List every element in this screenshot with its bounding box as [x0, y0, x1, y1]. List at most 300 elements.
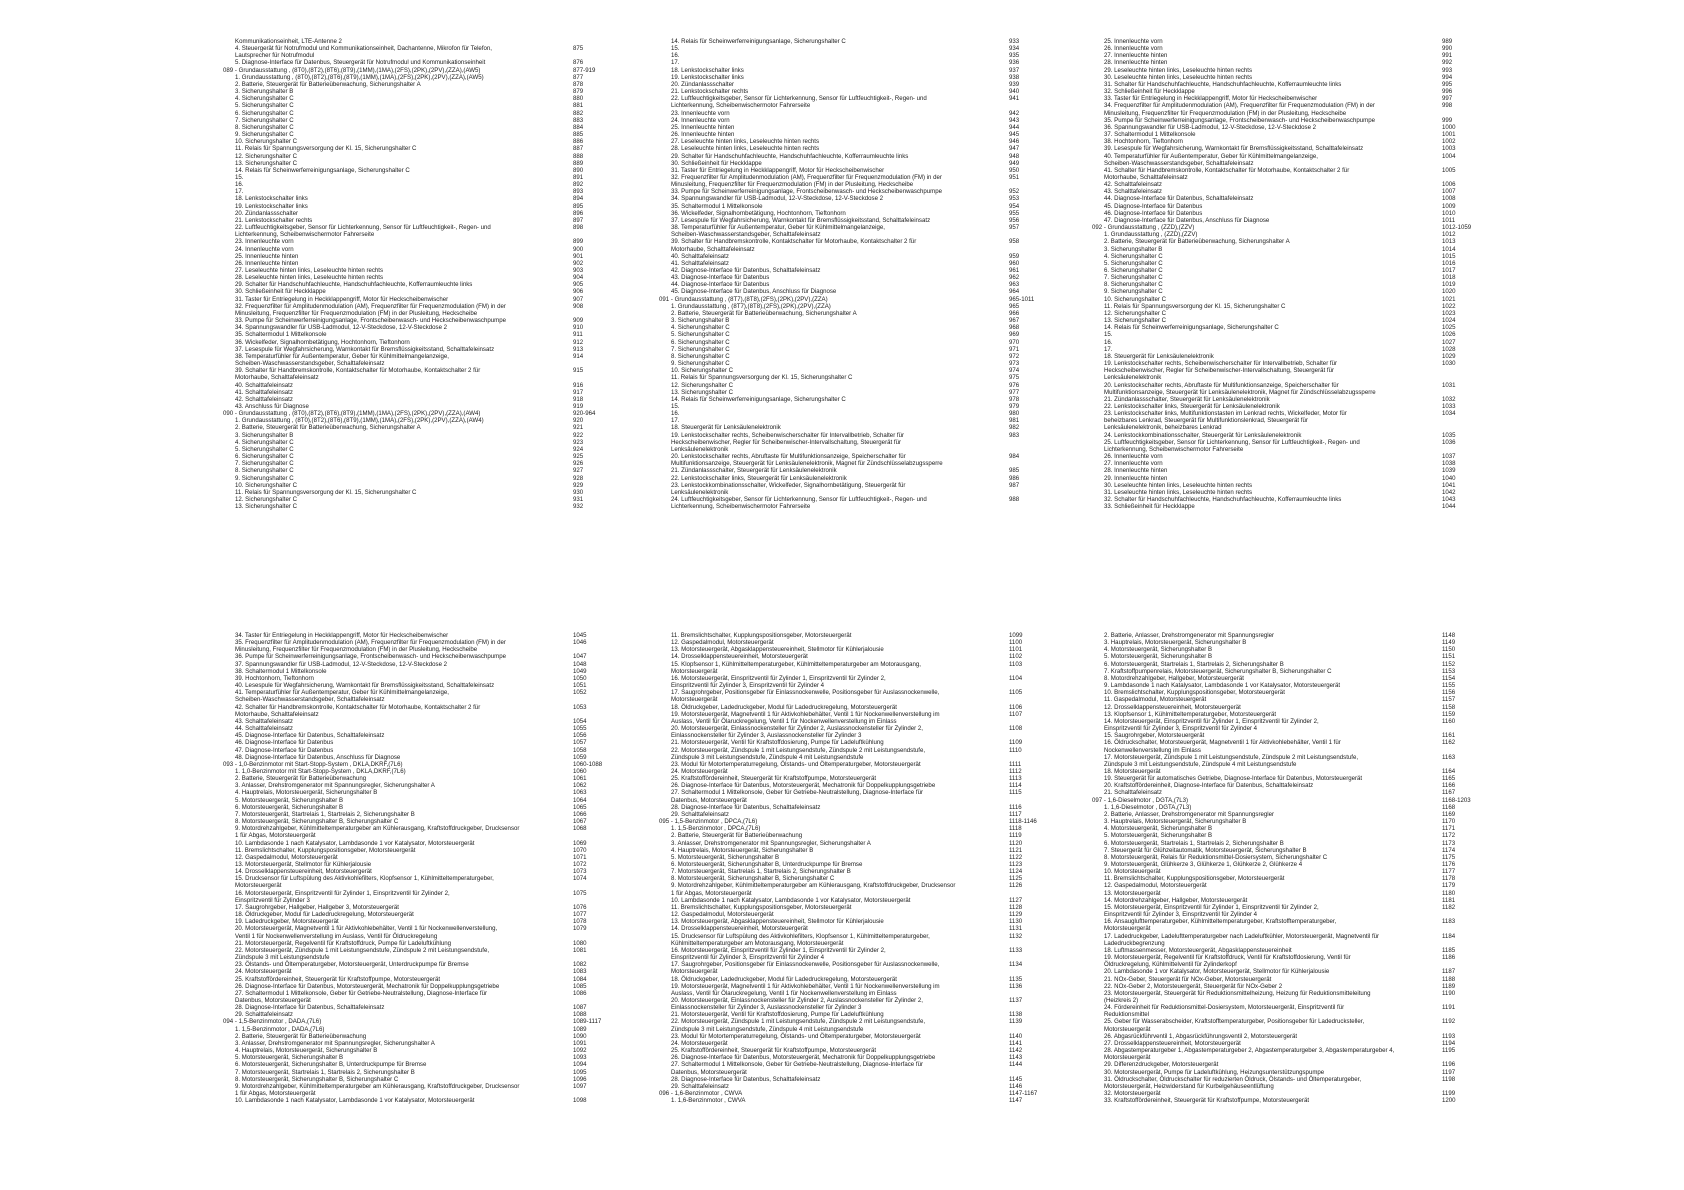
- index-entry: [671, 203, 1075, 210]
- entry-page-number: 1156: [1442, 689, 1456, 697]
- entry-page-number: 956: [1009, 216, 1020, 224]
- index-entry: [1104, 1018, 1508, 1032]
- entry-page-number: 1060-1088: [573, 760, 603, 768]
- entry-page-number: 1187: [1442, 968, 1456, 976]
- entry-title: 47. Diagnose-Interface für Datenbus: [235, 746, 334, 754]
- entry-title: 23. Innenleuchte vorn: [671, 109, 730, 117]
- entry-title: 1. Grundausstattung , (8T0),(8T2),(8T6),(8T9),(1MM),(1MA),(2FS),(2PK),(2PV),(ZZA),(AW4): [235, 417, 484, 425]
- entry-page-number: 1025: [1442, 324, 1456, 332]
- entry-page-number: 1096: [573, 1075, 587, 1083]
- entry-page-number: 914: [573, 352, 584, 360]
- index-entry: [235, 339, 639, 346]
- index-entry: [671, 761, 1075, 768]
- entry-title: 19. Motorsteuergerät, Regelventil für Kraftstoffdruck, Ventil für Kraftstoffdosierung, Ventil für Öldruckregelung, Kühlmittelventil für Zylinderkopf: [1104, 954, 1351, 969]
- entry-page-number: 916: [573, 381, 584, 389]
- index-entry: [1104, 739, 1508, 753]
- entry-title: 42. Diagnose-Interface für Datenbus, Schalttafeleinsatz: [671, 267, 821, 274]
- entry-title: 1. 1,6-Benzinmotor , CWVA: [671, 1097, 746, 1105]
- entry-page-number: 1143: [1009, 1054, 1023, 1062]
- entry-page-number: 1098: [573, 1097, 587, 1105]
- entry-title: 2. Batterie, Anlasser, Drehstromgenerator mit Spannungsregler: [1104, 632, 1275, 639]
- entry-page-number: 1152: [1442, 660, 1456, 668]
- index-entry: [235, 1069, 639, 1076]
- entry-page-number: 1108: [1009, 725, 1023, 733]
- index-entry: [671, 224, 1075, 238]
- entry-page-number: 1200: [1442, 1097, 1456, 1105]
- entry-title: 3. Anlasser, Drehstromgenerator mit Spannungsregler, Sicherungshalter A: [235, 782, 435, 790]
- entry-title: 35. Schaltermodul 1 Mittelkonsole: [671, 202, 763, 210]
- entry-title: 4. Sicherungshalter C: [235, 95, 294, 103]
- entry-page-number: 1184: [1442, 932, 1456, 940]
- entry-page-number: 908: [573, 302, 584, 310]
- entry-title: 4. Hauptrelais, Motorsteuergerät, Sicherungshalter B: [235, 789, 378, 797]
- entry-page-number: 1142: [1009, 1047, 1023, 1055]
- index-entry: [1104, 768, 1508, 775]
- entry-title: 43. Schalttafeleinsatz: [1104, 188, 1162, 196]
- entry-page-number: 1198: [1442, 1075, 1456, 1083]
- index-entry: [1104, 74, 1508, 81]
- entry-page-number: 1029: [1442, 352, 1456, 360]
- entry-title: 23. Modul für Motortemperaturregelung, Ölstands- und Öltemperaturgeber, Motorsteuergerät: [671, 1032, 921, 1040]
- entry-page-number: 1155: [1442, 682, 1456, 690]
- entry-title: 26. Innenleuchte vorn: [1104, 45, 1163, 53]
- entry-title: 13. Motorsteuergerät: [1104, 889, 1161, 897]
- index-entry: [235, 811, 639, 818]
- entry-title: 27. Drosselklappensteuereinheit, Motorsteuergerät: [1104, 1039, 1241, 1047]
- index-entry: [235, 403, 639, 410]
- entry-page-number: 1126: [1009, 882, 1023, 890]
- entry-page-number: 1007: [1442, 188, 1456, 196]
- index-entry: [671, 1033, 1075, 1040]
- entry-title: 4. Motorsteuergerät, Sicherungshalter B: [1104, 825, 1213, 833]
- entry-title: 2. Batterie, Steuergerät für Batterieüberwachung, Sicherungshalter A: [235, 424, 421, 432]
- entry-title: 7. Sicherungshalter C: [235, 460, 294, 468]
- entry-title: 7. Sicherungshalter C: [235, 116, 294, 124]
- index-entry: [671, 52, 1075, 59]
- index-entry: [235, 689, 639, 703]
- index-entry: [671, 711, 1075, 725]
- entry-page-number: 1062: [573, 782, 587, 790]
- index-entry: [671, 854, 1075, 861]
- entry-title: 24. Motorsteuergerät: [671, 1039, 728, 1047]
- entry-page-number: 974: [1009, 367, 1020, 375]
- index-entry: [235, 346, 639, 353]
- index-entry: [235, 153, 639, 160]
- entry-page-number: 879: [573, 88, 584, 96]
- entry-page-number: 946: [1009, 138, 1020, 146]
- entry-title: 28. Innenleuchte hinten: [1104, 467, 1168, 475]
- index-entry: [671, 646, 1075, 653]
- entry-page-number: 988: [1009, 496, 1020, 503]
- entry-title: 43. Schalttafeleinsatz: [235, 717, 293, 725]
- index-entry: [671, 117, 1075, 124]
- entry-title: 40. Schalttafeleinsatz: [671, 252, 729, 260]
- index-entry: [671, 317, 1075, 324]
- index-entry: [671, 775, 1075, 782]
- entry-title: 46. Diagnose-Interface für Datenbus: [1104, 209, 1203, 217]
- index-entry: [1104, 288, 1508, 295]
- entry-title: 15.: [671, 45, 680, 53]
- entry-title: 14. Motordrehzahlgeber, Hallgeber, Motorsteuergerät: [1104, 896, 1248, 904]
- entry-page-number: 973: [1009, 360, 1020, 368]
- entry-page-number: 882: [573, 109, 584, 117]
- index-entry: [1104, 467, 1508, 474]
- entry-page-number: 1021: [1442, 295, 1456, 303]
- entry-page-number: 1022: [1442, 302, 1456, 310]
- entry-page-number: 1085: [573, 982, 587, 990]
- index-entry: [1104, 410, 1508, 431]
- entry-title: 27. Leseleuchte hinten links, Leseleuchte hinten rechts: [671, 138, 820, 146]
- entry-page-number: 958: [1009, 238, 1020, 246]
- index-entry: [235, 1033, 639, 1040]
- entry-page-number: 1104: [1009, 674, 1023, 682]
- index-entry: [235, 1026, 639, 1033]
- entry-title: 6. Sicherungshalter C: [671, 338, 730, 346]
- entry-page-number: 1012-1059: [1442, 224, 1472, 232]
- entry-page-number: 911: [573, 331, 583, 339]
- entry-title: 24. Luftfeuchtigkeitsgeber, Sensor für Lichterkennung, Sensor für Luftfeuchtigkeit-, Regen- und Lichterkennung, Scheibenwischermotor Fahrerseite: [671, 496, 927, 511]
- entry-page-number: 1054: [573, 717, 587, 725]
- index-entry: [235, 868, 639, 875]
- index-entry: [1104, 124, 1508, 131]
- entry-page-number: 1162: [1442, 739, 1456, 747]
- entry-title: 22. NOx-Geber 2, Motorsteuergerät, Steuergerät für NOx-Geber 2: [1104, 982, 1283, 990]
- entry-title: 17.: [671, 417, 680, 425]
- entry-page-number: 1024: [1442, 317, 1456, 325]
- entry-title: 096 - 1,6-Benzinmotor , CWVA: [659, 1090, 743, 1097]
- entry-page-number: 1079: [573, 925, 587, 933]
- entry-title: 18. Luftmassenmesser, Motorsteuergerät, Abgasklappensteuereinheit: [1104, 946, 1292, 954]
- entry-page-number: 891: [573, 173, 584, 181]
- entry-title: 12. Sicherungshalter C: [235, 152, 297, 160]
- entry-title: 26. Diagnose-Interface für Datenbus, Motorsteuergerät, Mechatronik für Doppelkupplungsgetriebe: [235, 982, 500, 990]
- index-entry: [1104, 188, 1508, 195]
- entry-page-number: 1190: [1442, 989, 1456, 997]
- entry-page-number: 949: [1009, 159, 1020, 167]
- index-entry: [235, 145, 639, 152]
- index-column: [659, 632, 1075, 1105]
- index-entry: [671, 639, 1075, 646]
- entry-title: 20. Lenkstockschalter rechts, Abruftaste für Multifunktionsanzeige, Speicherschalter für Multifunktionsanzeige, Steuergerät für Lenksäulenelektronik, Magnet für Zündschlüsselabzugssperre: [1104, 381, 1376, 396]
- entry-title: 6. Motorsteuergerät, Startrelais 1, Startrelais 2, Sicherungshalter B: [1104, 660, 1284, 668]
- index-entry: [235, 875, 639, 889]
- entry-page-number: 1018: [1442, 274, 1456, 282]
- entry-title: 28. Diagnose-Interface für Datenbus, Schalttafeleinsatz: [235, 1004, 385, 1012]
- entry-title: 8. Sicherungshalter C: [1104, 281, 1163, 289]
- index-entry: [1104, 947, 1508, 954]
- index-entry: [1104, 968, 1508, 975]
- index-entry: [235, 188, 639, 195]
- entry-page-number: 925: [573, 453, 584, 461]
- index-entry: [1104, 832, 1508, 839]
- entry-title: 12. Gaspedalmodul, Motorsteuergerät: [671, 639, 774, 647]
- entry-title: 22. Lenkstockschalter links, Steuergerät für Lenksäulenelektronik: [671, 474, 847, 482]
- index-entry: [1104, 131, 1508, 138]
- index-entry: [1104, 861, 1508, 868]
- entry-title: 12. Drosselklappensteuereinheit, Motorsteuergerät: [1104, 703, 1241, 711]
- entry-page-number: 1073: [573, 868, 587, 876]
- index-entry: [235, 789, 639, 796]
- index-entry: [671, 747, 1075, 761]
- index-entry: [1104, 1004, 1508, 1018]
- entry-title: 5. Motorsteuergerät, Sicherungshalter B: [1104, 832, 1213, 840]
- entry-page-number: 884: [573, 123, 584, 131]
- index-entry: [671, 267, 1075, 274]
- index-entry: [1104, 346, 1508, 353]
- index-entry: [235, 296, 639, 303]
- index-group-heading: [659, 1090, 1075, 1097]
- entry-title: 26. Innenleuchte vorn: [1104, 453, 1163, 461]
- entry-page-number: 1047: [573, 653, 587, 661]
- index-entry: [235, 983, 639, 990]
- index-entry: [671, 1054, 1075, 1061]
- entry-title: 1. Grundausstattung , (8T7),(8T8),(2FS),(2PK),(2PV),(ZZA): [671, 302, 831, 310]
- entry-page-number: 1077: [573, 911, 587, 919]
- index-entry: [1104, 1097, 1508, 1104]
- entry-page-number: 1179: [1442, 882, 1456, 890]
- entry-title: 2. Batterie, Steuergerät für Batterieüberwachung, Sicherungshalter A: [671, 309, 857, 317]
- index-entry: [1104, 904, 1508, 918]
- entry-title: 16. Motorsteuergerät, Einspritzventil für Zylinder 1, Einspritzventil für Zylinder 2, Einspritzventil für Zylinder 3: [235, 889, 450, 904]
- entry-page-number: 1103: [1009, 660, 1023, 668]
- index-entry: [235, 961, 639, 968]
- entry-page-number: 1105: [1009, 689, 1023, 697]
- entry-title: 8. Motordrehzahlgeber, Hallgeber, Motorsteuergerät: [1104, 674, 1244, 682]
- index-entry: [671, 675, 1075, 689]
- index-entry: [235, 632, 639, 639]
- entry-title: 31. Schalter für Handschuhfachleuchte, Handschuhfachleuchte, Kofferraumleuchte links: [1104, 80, 1342, 88]
- entry-page-number: 999: [1442, 116, 1453, 124]
- entry-title: 092 - Grundausstattung , (ZZD),(ZZV): [1092, 224, 1195, 232]
- entry-page-number: 1070: [573, 846, 587, 854]
- entry-title: 10. Sicherungshalter C: [235, 481, 297, 489]
- entry-title: 31. Taster für Entriegelung in Heckklappengriff, Motor für Heckscheibenwischer: [671, 166, 885, 174]
- index-entry: [671, 1018, 1075, 1032]
- index-entry: [671, 811, 1075, 818]
- index-entry: [671, 339, 1075, 346]
- index-entry: [235, 453, 639, 460]
- index-entry: [235, 95, 639, 102]
- index-entry: [671, 739, 1075, 746]
- entry-title: 16. Motorsteuergerät, Einspritzventil für Zylinder 1, Einspritzventil für Zylinder 2, Einspritzventil für Zylinder 3, Einspritzventil für Zylinder 4: [671, 946, 886, 962]
- index-entry: [235, 38, 639, 45]
- entry-page-number: 966: [1009, 309, 1020, 317]
- entry-title: 16. Öldruckschalter, Motorsteuergerät, Magnetventil 1 für Aktivkohlebehälter, Ventil 1 für Nockenwellenverstellung im Einlass: [1104, 739, 1341, 754]
- entry-page-number: 1083: [573, 968, 587, 976]
- entry-page-number: 895: [573, 202, 584, 210]
- entry-title: 29. Differenzdruckgeber, Motorsteuergerät: [1104, 1061, 1219, 1069]
- entry-title: 091 - Grundausstattung , (8T7),(8T8),(2FS),(2PK),(2PV),(ZZA): [659, 295, 828, 303]
- index-entry: [671, 997, 1075, 1011]
- entry-page-number: 950: [1009, 166, 1020, 174]
- entry-title: 26. Innenleuchte hinten: [235, 259, 299, 267]
- index-entry: [671, 396, 1075, 403]
- entry-page-number: 932: [573, 503, 584, 511]
- index-entry: [235, 424, 639, 431]
- entry-title: 13. Sicherungshalter C: [235, 503, 297, 511]
- entry-title: 16.: [1104, 338, 1113, 346]
- entry-page-number: 1123: [1009, 861, 1023, 868]
- entry-title: 27. Schaltermodul 1 Mittelkonsole, Geber für Getriebe-Neutralstellung, Diagnose-Interface für Datenbus, Motorsteuergerät: [235, 989, 488, 1004]
- entry-page-number: 1135: [1009, 975, 1023, 983]
- index-entry: [1104, 331, 1508, 338]
- entry-title: 20. Zündanlassschalter: [235, 209, 299, 217]
- index-entry: [1104, 639, 1508, 646]
- entry-page-number: 1099: [1009, 632, 1023, 639]
- index-entry: [1104, 246, 1508, 253]
- entry-title: 8. Sicherungshalter C: [235, 467, 294, 475]
- index-entry: [671, 331, 1075, 338]
- index-entry: [671, 88, 1075, 95]
- index-entry: [235, 1061, 639, 1068]
- index-entry: [1104, 95, 1508, 102]
- entry-title: 2. Batterie, Anlasser, Drehstromgenerator mit Spannungsregler: [1104, 810, 1275, 818]
- entry-page-number: 982: [1009, 424, 1020, 432]
- entry-title: 12. Sicherungshalter C: [671, 381, 733, 389]
- entry-title: 26. Diagnose-Interface für Datenbus, Motorsteuergerät, Mechatronik für Doppelkupplungsgetriebe: [671, 1054, 936, 1062]
- entry-title: 7. Sicherungshalter C: [671, 345, 730, 353]
- entry-title: 31. Öldruckschalter, Öldruckschalter für reduzierten Öldruck, Ölstands- und Öltemperaturgeber, Motorsteuergerät, Heizwiderstand für Kurbelgehäuseentlüftung: [1104, 1075, 1362, 1090]
- entry-page-number: 1167: [1442, 789, 1456, 797]
- entry-page-number: 995: [1442, 80, 1453, 88]
- index-entry: [1104, 704, 1508, 711]
- index-entry: [1104, 847, 1508, 854]
- entry-title: 6. Motorsteuergerät, Sicherungshalter B, Unterdruckpumpe für Bremse: [671, 861, 863, 868]
- entry-page-number: 991: [1442, 52, 1453, 60]
- index-entry: [1104, 754, 1508, 768]
- index-entry: [1104, 868, 1508, 875]
- index-entry: [1104, 1033, 1508, 1040]
- entry-page-number: 1046: [573, 639, 587, 647]
- index-entry: [671, 911, 1075, 918]
- entry-title: 090 - Grundausstattung , (8T0),(8T2),(8T6),(8T9),(1MM),(1MA),(2FS),(2PK),(2PV),(ZZA),(AW4): [223, 410, 481, 418]
- index-entry: [235, 417, 639, 424]
- entry-title: 20. Lambdasonde 1 vor Katalysator, Motorsteuergerät, Stellmotor für Kühlerjalousie: [1104, 968, 1330, 976]
- index-entry: [1104, 933, 1508, 947]
- entry-page-number: 1065: [573, 803, 587, 811]
- entry-title: 39. Hochtonhorn, Tieftonhorn: [235, 674, 314, 682]
- entry-page-number: 998: [1442, 102, 1453, 110]
- entry-page-number: 1059: [573, 753, 587, 761]
- entry-title: 14. Relais für Scheinwerferreinigungsanlage, Sicherungshalter C: [671, 38, 846, 45]
- entry-page-number: 1028: [1442, 345, 1456, 353]
- entry-title: 21. Motorsteuergerät, Ventil für Kraftstoffdosierung, Pumpe für Ladeluftkühlung: [671, 739, 884, 747]
- index-group-heading: [223, 410, 639, 418]
- entry-title: 14. Drosselklappensteuereinheit, Motorsteuergerät: [235, 868, 372, 876]
- entry-title: 14. Relais für Scheinwerferreinigungsanlage, Sicherungshalter C: [671, 395, 846, 403]
- entry-title: 45. Diagnose-Interface für Datenbus: [1104, 202, 1203, 210]
- entry-page-number: 994: [1442, 73, 1453, 81]
- entry-title: 33. Pumpe für Scheinwerferreinigungsanlage, Frontscheibenwasch- und Heckscheibenwaschpumpe: [671, 188, 942, 196]
- entry-page-number: 1012: [1442, 231, 1456, 239]
- entry-page-number: 989: [1442, 38, 1453, 45]
- index-entry: [671, 403, 1075, 410]
- entry-page-number: 986: [1009, 474, 1020, 482]
- index-entry: [1104, 403, 1508, 410]
- entry-title: 41. Temperaturfühler für Außentemperatur, Geber für Kühlmittelmangelanzeige, Scheiben-Waschwasserstandsgeber, Schalttafeleinsatz: [235, 689, 449, 704]
- entry-title: 29. Schalttafeleinsatz: [671, 810, 729, 818]
- entry-title: 7. Sicherungshalter C: [1104, 274, 1163, 282]
- entry-page-number: 1078: [573, 918, 587, 926]
- entry-page-number: 972: [1009, 352, 1020, 360]
- entry-title: 5. Sicherungshalter C: [235, 445, 294, 453]
- entry-page-number: 1141: [1009, 1039, 1023, 1047]
- entry-page-number: 901: [573, 252, 584, 260]
- entry-page-number: 1147-1167: [1009, 1090, 1038, 1097]
- index-entry: [1104, 296, 1508, 303]
- entry-page-number: 940: [1009, 88, 1020, 96]
- entry-page-number: 927: [573, 467, 584, 475]
- index-entry: [1104, 324, 1508, 331]
- index-entry: [235, 947, 639, 961]
- entry-page-number: 1131: [1009, 925, 1023, 933]
- entry-title: 19. Ladedruckgeber, Motorsteuergerät: [235, 918, 339, 926]
- entry-page-number: 1011: [1442, 216, 1456, 224]
- index-entry: [671, 360, 1075, 367]
- entry-page-number: 1134: [1009, 961, 1023, 969]
- entry-page-number: 970: [1009, 338, 1020, 346]
- entry-page-number: 1100: [1009, 639, 1023, 647]
- entry-title: 23. Modul für Motortemperaturregelung, Ölstands- und Öltemperaturgeber, Motorsteuergerät: [671, 760, 921, 768]
- index-entry: [671, 389, 1075, 396]
- entry-title: 34. Spannungswandler für USB-Ladmodul, 12-V-Steckdose, 12-V-Steckdose 2: [235, 324, 448, 332]
- entry-title: 12. Gaspedalmodul, Motorsteuergerät: [671, 911, 774, 919]
- entry-title: 37. Schaltermodul 1 Mittelkonsole: [1104, 131, 1196, 139]
- entry-page-number: 976: [1009, 381, 1020, 389]
- entry-title: 42. Schalttafeleinsatz: [1104, 181, 1162, 189]
- entry-page-number: 968: [1009, 324, 1020, 332]
- entry-title: 10. Sicherungshalter C: [671, 367, 733, 375]
- entry-title: 8. Motorsteuergerät, Sicherungshalter B, Sicherungshalter C: [235, 1075, 399, 1083]
- index-entry: [671, 918, 1075, 925]
- entry-title: 13. Klopfsensor 1, Kühlmitteltemperaturgeber, Motorsteuergerät: [1104, 710, 1277, 718]
- entry-title: 10. Bremslichtschalter, Kupplungspositionsgeber, Motorsteuergerät: [1104, 689, 1285, 697]
- entry-page-number: 1111: [1009, 760, 1022, 768]
- entry-title: 25. Geber für Wasserabscheider, Kraftstofftemperaturgeber, Positionsgeber für Ladedrucksteller, Motorsteuergerät: [1104, 1018, 1365, 1033]
- entry-title: 9. Sicherungshalter C: [235, 474, 294, 482]
- index-entry: [235, 303, 639, 317]
- entry-page-number: 1082: [573, 961, 587, 969]
- entry-page-number: 1118-1146: [1009, 818, 1037, 826]
- entry-title: 36. Pumpe für Scheinwerferreinigungsanlage, Frontscheibenwasch- und Heckscheibenwaschpumpe: [235, 653, 506, 661]
- entry-page-number: 1019: [1442, 281, 1456, 289]
- entry-title: 11. Relais für Spannungsversorgung der Kl. 15, Sicherungshalter C: [671, 374, 853, 382]
- entry-page-number: 1151: [1442, 653, 1456, 661]
- entry-title: 22. Motorsteuergerät, Zündspule 1 mit Leistungsendstufe, Zündspule 2 mit Leistungsendstufe, Zündspule 3 mit Leistungsendstufe, Zündspule 4 mit Leistungsendstufe: [671, 746, 926, 761]
- entry-page-number: 1091: [573, 1039, 587, 1047]
- index-entry: [1104, 675, 1508, 682]
- entry-title: 36. Wickelfeder, Signalhornbetätigung, Hochtonhorn, Tieftonhorn: [671, 209, 846, 217]
- index-entry: [1104, 317, 1508, 324]
- index-entry: [235, 1011, 639, 1018]
- index-entry: [235, 890, 639, 904]
- entry-title: 3. Hauptrelais, Motorsteuergerät, Sicherungshalter B: [1104, 639, 1247, 647]
- entry-title: 29. Innenleuchte hinten: [1104, 474, 1168, 482]
- entry-page-number: 1088: [573, 1011, 587, 1019]
- entry-page-number: 1194: [1442, 1039, 1456, 1047]
- index-entry: [671, 782, 1075, 789]
- entry-page-number: 897: [573, 216, 584, 224]
- index-entry: [1104, 217, 1508, 224]
- index-entry: [235, 990, 639, 1004]
- entry-page-number: 975: [1009, 374, 1020, 382]
- index-entry: [235, 739, 639, 746]
- entry-title: 9. Motordrehzahlgeber, Kühlmitteltemperaturgeber am Kühlerausgang, Kraftstoffdruckgeber, Drucksensor 1 für Abgas, Motorsteuergerät: [235, 1082, 520, 1097]
- index-entry: [671, 38, 1075, 45]
- index-entry: [671, 1047, 1075, 1054]
- entry-title: 9. Motordrehzahlgeber, Kühlmitteltemperaturgeber am Kühlerausgang, Kraftstoffdruckgeber, Drucksensor 1 für Abgas, Motorsteuergerät: [235, 825, 520, 840]
- index-entry: [235, 818, 639, 825]
